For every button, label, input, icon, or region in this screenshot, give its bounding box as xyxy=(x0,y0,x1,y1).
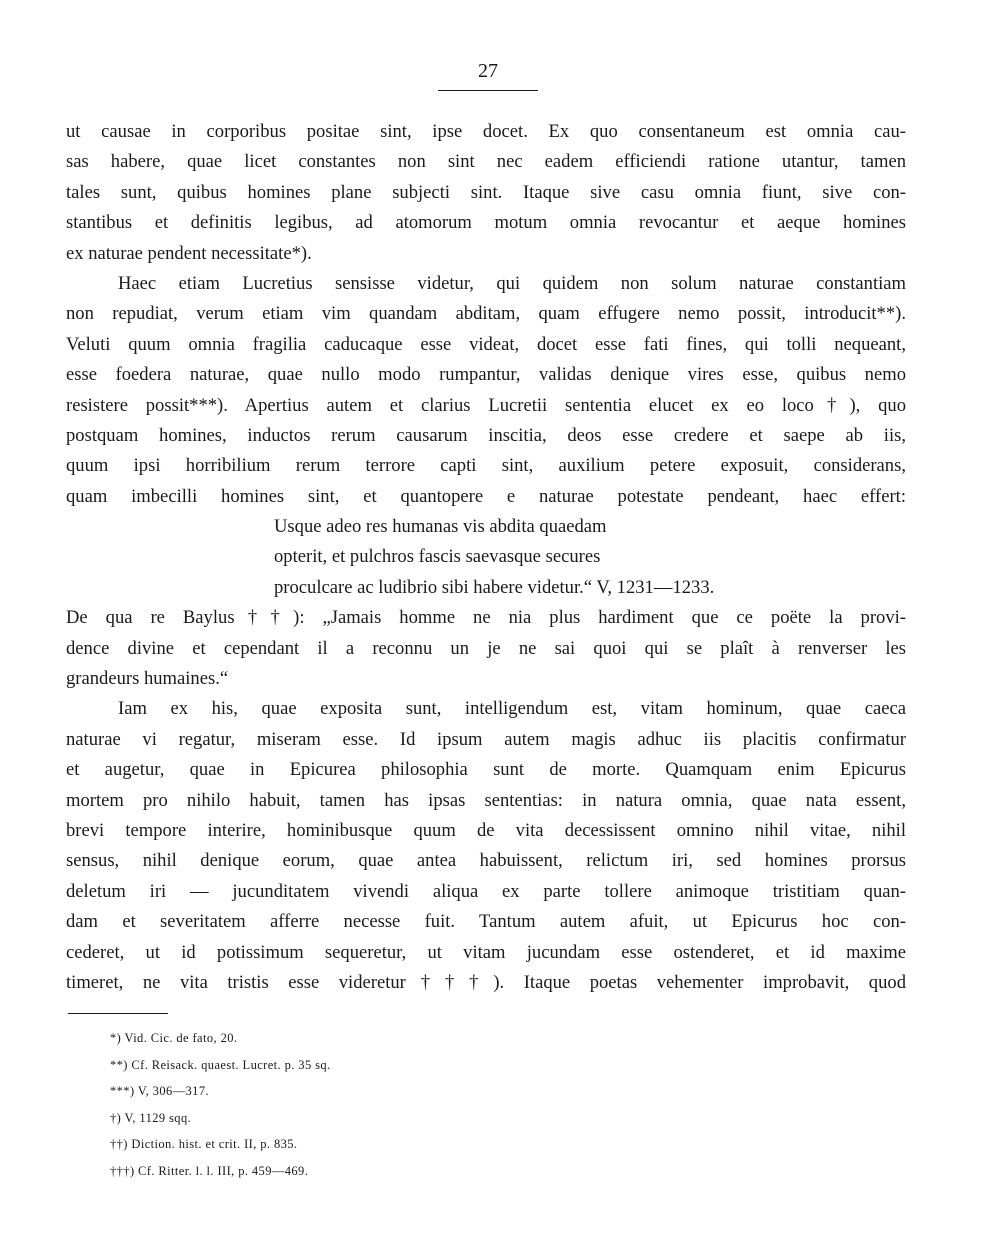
text-line: et augetur, quae in Epicurea philosophia sunt de morte. Quamquam enim Epicurus xyxy=(66,759,906,781)
text-line: timeret, ne vita tristis esse videretur†††). Itaque poetas vehementer improbavit, quod xyxy=(66,971,906,993)
text-line: quam imbecilli homines sint, et quantopere e naturae potestate pendeant, haec effert: xyxy=(66,485,906,507)
body-text xyxy=(66,117,906,998)
text-line: stantibus et definitis legibus, ad atomorum motum omnia revocantur et aeque homines xyxy=(66,212,906,234)
text-line: ut causae in corporibus positae sint, ipse docet. Ex quo consentaneum est omnia cau- xyxy=(66,121,906,142)
verse-line: proculcare ac ludibrio sibi habere videtur.“ V, 1231—1233. xyxy=(274,576,715,598)
text-line: ex naturae pendent necessitate*). xyxy=(66,242,312,264)
text-line: grandeurs humaines.“ xyxy=(66,668,229,690)
text-line: Veluti quum omnia fragilia caducaque esse videat, docet esse fati fines, qui tolli nequeant, xyxy=(66,333,906,355)
footnote: ***) V, 306—317. xyxy=(110,1084,210,1098)
text-line: esse foedera naturae, quae nullo modo rumpantur, validas denique vires esse, quibus nemo xyxy=(66,364,906,386)
text-line: Iam ex his, quae exposita sunt, intelligendum est, vitam hominum, quae caeca xyxy=(118,698,906,720)
text-line: sas habere, quae licet constantes non sint nec eadem efficiendi ratione utantur, tamen xyxy=(66,151,906,173)
text-line: mortem pro nihilo habuit, tamen has ipsas sententias: in natura omnia, quae nata essent, xyxy=(66,789,906,811)
text-line: cederet, ut id potissimum sequeretur, ut vitam jucundam esse ostenderet, et id maxime xyxy=(66,941,906,963)
verse-line: Usque adeo res humanas vis abdita quaedam xyxy=(274,516,607,538)
text-line: postquam homines, inductos rerum causarum inscitia, deos esse credere et saepe ab iis, xyxy=(66,424,906,446)
footnote: *) Vid. Cic. de fato, 20. xyxy=(110,1031,238,1045)
footnote: †††) Cf. Ritter. l. l. III, p. 459—469. xyxy=(110,1163,309,1178)
verse-line: opterit, et pulchros fascis saevasque secures xyxy=(274,546,601,568)
footnote: **) Cf. Reisack. quaest. Lucret. p. 35 sq. xyxy=(110,1057,331,1072)
footnote-separator xyxy=(68,1013,168,1014)
text-line: dam et severitatem afferre necesse fuit. Tantum autem afuit, ut Epicurus hoc con- xyxy=(66,911,906,933)
text-line: tales sunt, quibus homines plane subjecti sint. Itaque sive casu omnia fiunt, sive con- xyxy=(66,181,906,203)
text-line: non repudiat, verum etiam vim quandam abditam, quam effugere nemo possit, introducit**). xyxy=(66,303,906,325)
footnote: †) V, 1129 sqq. xyxy=(110,1110,192,1125)
text-line: De qua re Baylus††): „Jamais homme ne nia plus hardiment que ce poëte la provi- xyxy=(66,607,906,629)
text-line: deletum iri — jucunditatem vivendi aliqua ex parte tollere animoque tristitiam quan- xyxy=(66,880,906,902)
page-number: 27 xyxy=(478,60,498,82)
text-line: Haec etiam Lucretius sensisse videtur, qui quidem non solum naturae constantiam xyxy=(118,272,906,294)
page-number-rule xyxy=(438,90,538,91)
text-line: sensus, nihil denique eorum, quae antea habuissent, relictum iri, sed homines prorsus xyxy=(66,850,906,872)
text-line: resistere possit***). Apertius autem et clarius Lucretii sententia elucet ex eo loco†), quo xyxy=(66,394,906,416)
footnotes xyxy=(110,1025,610,1184)
text-line: naturae vi regatur, miseram esse. Id ipsum autem magis adhuc iis placitis confirmatur xyxy=(66,728,906,750)
text-line: dence divine et cependant il a reconnu un je ne sai quoi qui se plaît à renverser les xyxy=(66,637,906,659)
text-line: quum ipsi horribilium rerum terrore capti sint, auxilium petere exposuit, considerans, xyxy=(66,455,906,477)
footnote: ††) Diction. hist. et crit. II, p. 835. xyxy=(110,1137,298,1151)
text-line: brevi tempore interire, hominibusque quum de vita decessissent omnino nihil vitae, nihil xyxy=(66,819,906,841)
